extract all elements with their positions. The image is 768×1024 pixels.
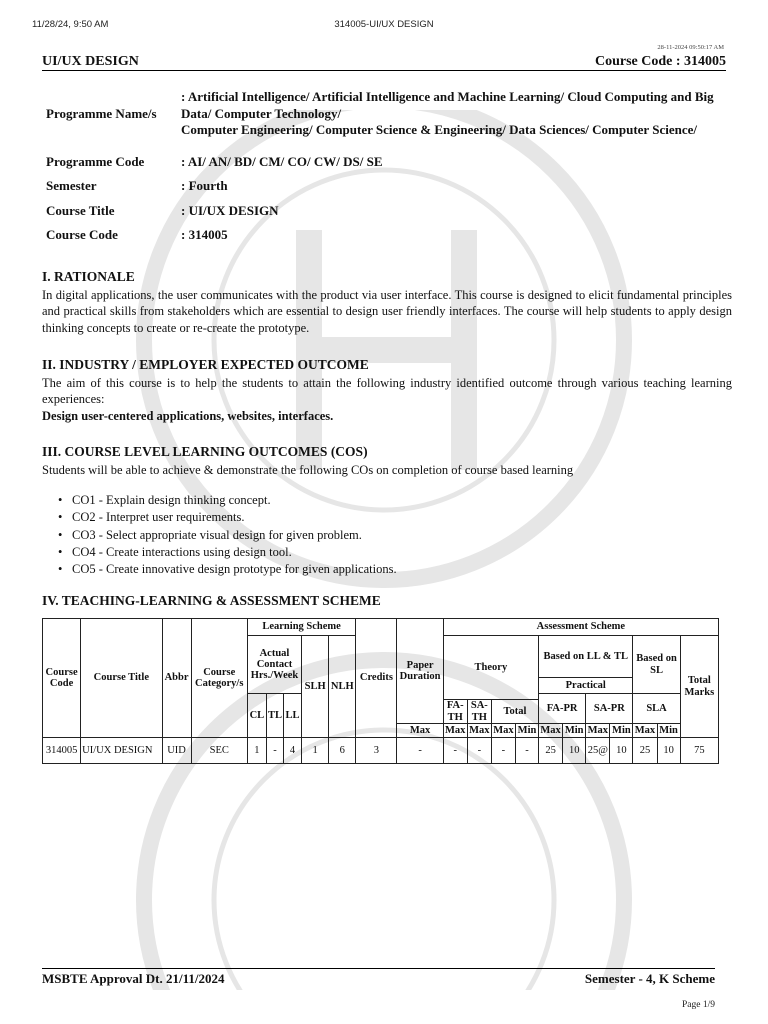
- header-sa-th: SA-TH: [467, 700, 491, 724]
- course-title-label: Course Title: [46, 202, 115, 218]
- programme-code-label: Programme Code: [46, 153, 145, 169]
- semester-scheme: Semester - 4, K Scheme: [584, 971, 715, 986]
- header-based-on-ll-tl: Based on LL & TL: [539, 636, 633, 678]
- scheme-heading: IV. TEACHING-LEARNING & ASSESSMENT SCHEME: [42, 593, 381, 608]
- print-datetime: 11/28/24, 9:50 AM: [32, 19, 109, 30]
- header-sla: SLA: [633, 694, 680, 724]
- document-title-bar: [42, 52, 726, 71]
- programme-info-table: [42, 78, 728, 248]
- header-course-category: Course Category/s: [191, 619, 247, 738]
- cell-fa-pr-max: 25: [539, 738, 563, 764]
- course-outcomes-section: [42, 443, 732, 478]
- header-min: Min: [657, 724, 680, 738]
- rationale-text: In digital applications, the user communicates with the product via user interface. This course is designed to elicit fundamental principles and practical skills from stakeholders which are essential to design user friendly interfaces. The course will help students to apply design thinking concepts to create or re-create the prototype.: [42, 287, 732, 335]
- browser-print-header: [32, 19, 736, 33]
- semester-value: : Fourth: [181, 178, 228, 194]
- header-practical: Practical: [539, 678, 633, 694]
- cell-fa-th-max: -: [443, 738, 467, 764]
- rationale-section: [42, 268, 732, 336]
- header-min: Min: [610, 724, 633, 738]
- course-title-heading: UI/UX DESIGN: [42, 54, 139, 69]
- industry-outcome-statement: Design user-centered applications, websites, interfaces.: [42, 408, 334, 423]
- cell-sla-min: 10: [657, 738, 680, 764]
- course-title-value: : UI/UX DESIGN: [181, 202, 279, 218]
- cell-total-max: -: [491, 738, 515, 764]
- cell-sa-th-max: -: [467, 738, 491, 764]
- cell-total-marks: 75: [680, 738, 718, 764]
- programme-name-value: [177, 78, 728, 150]
- header-actual-contact-hours: Actual Contact Hrs./Week: [247, 636, 301, 694]
- programme-name-line-2: Computer Engineering/ Computer Science & Engineering/ Data Sciences/ Computer Science/: [181, 122, 697, 138]
- header-ll: LL: [284, 694, 302, 738]
- approval-date: MSBTE Approval Dt. 21/11/2024: [42, 971, 225, 986]
- header-abbr: Abbr: [162, 619, 191, 738]
- programme-code-value: : AI/ AN/ BD/ CM/ CO/ CW/ DS/ SE: [181, 153, 383, 169]
- course-code-heading: Course Code : 314005: [594, 54, 726, 69]
- header-max: Max: [540, 724, 561, 736]
- industry-outcome-section: [42, 356, 732, 424]
- list-item: • CO4 - Create interactions using design tool.: [56, 544, 397, 561]
- header-theory-total: Total: [491, 700, 538, 724]
- header-slh: SLH: [302, 636, 329, 738]
- page-footer: [42, 968, 715, 986]
- cell-abbr: UID: [162, 738, 191, 764]
- cell-paper-duration: -: [397, 738, 443, 764]
- header-nlh: NLH: [329, 636, 356, 738]
- header-assessment-scheme: Assessment Scheme: [443, 619, 718, 636]
- header-learning-scheme: Learning Scheme: [247, 619, 355, 636]
- teaching-assessment-scheme-table: [42, 618, 719, 764]
- header-max: Max: [493, 724, 514, 736]
- header-cl: CL: [247, 694, 266, 738]
- generated-timestamp: 28-11-2024 09:50:17 AM: [657, 44, 724, 51]
- header-sa-pr: SA-PR: [586, 694, 633, 724]
- header-theory: Theory: [443, 636, 538, 700]
- header-max: Max: [397, 724, 443, 738]
- cell-sla-max: 25: [633, 738, 657, 764]
- header-based-on-sl: Based on SL: [633, 636, 680, 694]
- semester-label: Semester: [46, 178, 97, 194]
- cell-nlh: 6: [329, 738, 356, 764]
- list-item: • CO5 - Create innovative design prototype for given applications.: [56, 561, 397, 578]
- header-max: Max: [445, 724, 466, 736]
- cell-total-min: -: [515, 738, 538, 764]
- header-fa-pr: FA-PR: [539, 694, 586, 724]
- rationale-heading: I. RATIONALE: [42, 269, 135, 284]
- print-page-title: 314005-UI/UX DESIGN: [334, 19, 434, 30]
- cell-cl: 1: [247, 738, 266, 764]
- cell-sa-pr-max: 25@: [586, 738, 610, 764]
- cell-course-title: UI/UX DESIGN: [81, 738, 162, 764]
- header-min: Min: [563, 724, 586, 738]
- header-course-code: Course Code: [43, 619, 81, 738]
- header-paper-duration: Paper Duration: [397, 619, 443, 724]
- course-outcomes-list: [56, 492, 397, 578]
- header-fa-th: FA-TH: [443, 700, 467, 724]
- header-max: Max: [634, 724, 656, 736]
- course-outcomes-heading: III. COURSE LEVEL LEARNING OUTCOMES (COS): [42, 444, 368, 459]
- table-row: [43, 738, 719, 764]
- industry-outcome-heading: II. INDUSTRY / EMPLOYER EXPECTED OUTCOME: [42, 357, 369, 372]
- list-item: • CO2 - Interpret user requirements.: [56, 509, 397, 526]
- header-max: Max: [587, 724, 608, 736]
- header-max: Max: [469, 724, 490, 736]
- header-tl: TL: [266, 694, 283, 738]
- cell-tl: -: [266, 738, 283, 764]
- cell-course-code: 314005: [43, 738, 81, 764]
- industry-outcome-text: The aim of this course is to help the students to attain the following industry identified outcome through various teaching learning experiences:: [42, 375, 732, 407]
- cell-fa-pr-min: 10: [563, 738, 586, 764]
- course-code-value: : 314005: [181, 227, 228, 243]
- header-min: Min: [515, 724, 538, 738]
- course-outcomes-intro: Students will be able to achieve & demonstrate the following COs on completion of course based learning: [42, 462, 574, 477]
- cell-category: SEC: [191, 738, 247, 764]
- cell-sa-pr-min: 10: [610, 738, 633, 764]
- header-course-title: Course Title: [81, 619, 162, 738]
- course-code-label: Course Code: [46, 227, 118, 243]
- page-number: Page 1/9: [682, 1000, 715, 1010]
- cell-credits: 3: [356, 738, 397, 764]
- programme-name-line-1: : Artificial Intelligence/ Artificial Intelligence and Machine Learning/ Cloud Computing and Big Data/ Computer Technology/: [181, 89, 714, 121]
- programme-name-label: Programme Name/s: [46, 105, 157, 121]
- cell-ll: 4: [284, 738, 302, 764]
- header-total-marks: Total Marks: [680, 636, 718, 738]
- list-item: • CO3 - Select appropriate visual design for given problem.: [56, 527, 397, 544]
- cell-slh: 1: [302, 738, 329, 764]
- list-item: • CO1 - Explain design thinking concept.: [56, 492, 397, 509]
- header-credits: Credits: [356, 619, 397, 738]
